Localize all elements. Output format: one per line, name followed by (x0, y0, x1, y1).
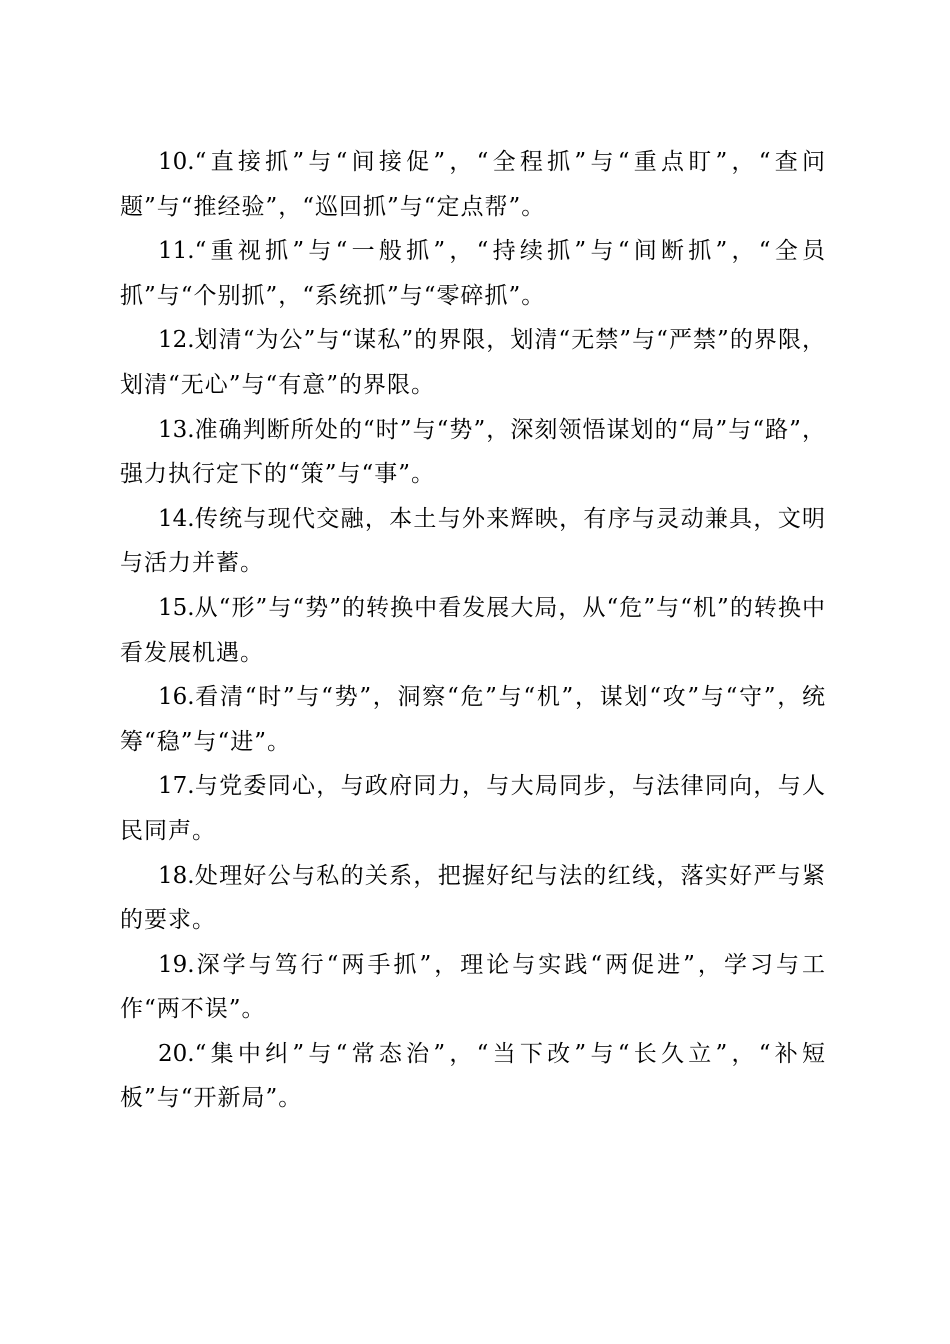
item-number: 19. (158, 951, 195, 978)
item-text: 从“形”与“势”的转换中看发展大局，从“危”与“机”的转换中看发展机遇。 (120, 594, 826, 666)
list-item (120, 1032, 826, 1121)
document-body (120, 140, 826, 1121)
item-text: 传统与现代交融，本土与外来辉映，有序与灵动兼具，文明与活力并蓄。 (120, 505, 826, 577)
list-item (120, 408, 826, 497)
item-text: “直接抓”与“间接促”，“全程抓”与“重点盯”，“查问题”与“推经验”，“巡回抓”与“定点帮”。 (120, 149, 826, 220)
list-item (120, 586, 826, 675)
item-number: 11. (158, 238, 195, 265)
list-item (120, 318, 826, 407)
list-item (120, 943, 826, 1032)
item-text: “重视抓”与“一般抓”，“持续抓”与“间断抓”，“全员抓”与“个别抓”，“系统抓”与“零碎抓”。 (120, 238, 826, 309)
item-text: 准确判断所处的“时”与“势”，深刻领悟谋划的“局”与“路”，强力执行定下的“策”与“事”。 (120, 416, 826, 488)
item-number: 16. (158, 684, 195, 711)
item-number: 10. (158, 149, 195, 175)
item-number: 18. (158, 862, 195, 889)
item-number: 13. (158, 416, 195, 443)
list-item (120, 229, 826, 318)
item-text: 处理好公与私的关系，把握好纪与法的红线，落实好严与紧的要求。 (120, 862, 826, 934)
item-text: 深学与笃行“两手抓”，理论与实践“两促进”，学习与工作“两不误”。 (120, 951, 826, 1023)
item-text: “集中纠”与“常态治”，“当下改”与“长久立”，“补短板”与“开新局”。 (120, 1040, 826, 1112)
item-text: 看清“时”与“势”，洞察“危”与“机”，谋划“攻”与“守”，统筹“稳”与“进”。 (120, 684, 826, 755)
item-number: 12. (158, 327, 195, 354)
item-number: 14. (158, 505, 195, 532)
list-item (120, 764, 826, 853)
item-number: 15. (158, 594, 195, 621)
list-item (120, 497, 826, 586)
item-number: 20. (158, 1040, 195, 1067)
item-text: 划清“为公”与“谋私”的界限，划清“无禁”与“严禁”的界限，划清“无心”与“有意”的界限。 (120, 327, 826, 398)
list-item (120, 140, 826, 229)
item-text: 与党委同心，与政府同力，与大局同步，与法律同向，与人民同声。 (120, 773, 826, 844)
list-item (120, 854, 826, 943)
item-number: 17. (158, 773, 195, 800)
list-item (120, 675, 826, 764)
